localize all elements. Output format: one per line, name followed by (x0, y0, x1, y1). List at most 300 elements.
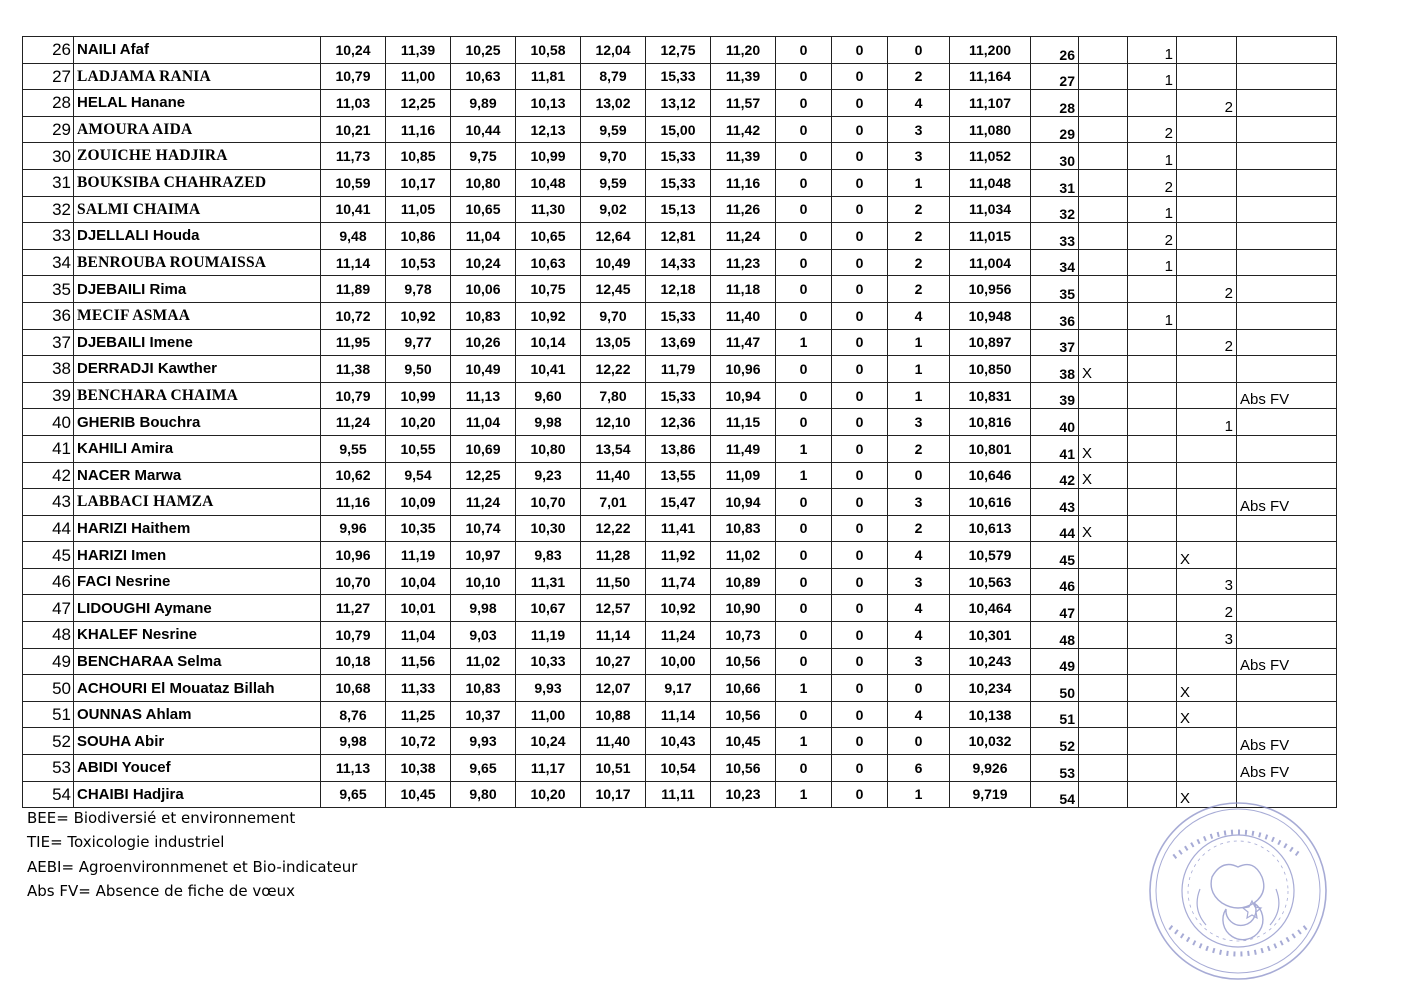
grade-cell-3: 9,93 (451, 728, 516, 755)
average-cell: 10,56 (711, 648, 776, 675)
count-cell-2: 0 (832, 329, 888, 356)
count-cell-1: 0 (776, 249, 832, 276)
grade-cell-4: 12,13 (516, 116, 581, 143)
grade-cell-6: 12,81 (646, 223, 711, 250)
grade-cell-2: 10,35 (386, 515, 451, 542)
grade-cell-3: 10,80 (451, 169, 516, 196)
name-cell: MECIF ASMAA (74, 302, 321, 329)
choice-bee-cell (1079, 143, 1128, 170)
count-cell-3: 3 (888, 648, 950, 675)
order-cell: 33 (1031, 223, 1079, 250)
choice-tie-cell: 1 (1128, 249, 1177, 276)
average-cell: 10,94 (711, 382, 776, 409)
choice-tie-cell (1128, 595, 1177, 622)
remark-cell (1237, 169, 1337, 196)
grade-cell-5: 13,05 (581, 329, 646, 356)
grade-cell-3: 10,25 (451, 37, 516, 64)
grade-cell-1: 8,76 (321, 701, 386, 728)
choice-bee-cell (1079, 116, 1128, 143)
count-cell-2: 0 (832, 196, 888, 223)
count-cell-2: 0 (832, 595, 888, 622)
legend-item-bee: BEE= Biodiversié et environnement (27, 809, 296, 827)
count-cell-1: 0 (776, 223, 832, 250)
average-cell: 11,20 (711, 37, 776, 64)
average-cell: 10,56 (711, 755, 776, 782)
grade-cell-2: 10,99 (386, 382, 451, 409)
grade-cell-1: 11,73 (321, 143, 386, 170)
grade-cell-6: 15,33 (646, 169, 711, 196)
order-cell: 34 (1031, 249, 1079, 276)
rank-cell: 44 (23, 515, 74, 542)
grade-cell-6: 12,18 (646, 276, 711, 303)
grade-cell-5: 12,22 (581, 515, 646, 542)
count-cell-3: 4 (888, 542, 950, 569)
name-cell: KHALEF Nesrine (74, 622, 321, 649)
grade-cell-4: 10,41 (516, 356, 581, 383)
choice-bee-cell (1079, 223, 1128, 250)
name-cell: GHERIB Bouchra (74, 409, 321, 436)
grade-cell-3: 10,74 (451, 515, 516, 542)
score-cell: 11,200 (950, 37, 1031, 64)
grade-cell-3: 9,80 (451, 781, 516, 808)
name-cell: LIDOUGHI Aymane (74, 595, 321, 622)
choice-aebi-cell: 1 (1177, 409, 1237, 436)
grade-cell-4: 11,31 (516, 568, 581, 595)
choice-aebi-cell: 2 (1177, 329, 1237, 356)
choice-aebi-cell (1177, 489, 1237, 516)
legend-item-aebi: AEBI= Agroenvironnmenet et Bio-indicateur (27, 857, 358, 876)
count-cell-2: 0 (832, 515, 888, 542)
choice-tie-cell: 1 (1128, 196, 1177, 223)
grade-cell-2: 9,77 (386, 329, 451, 356)
grade-cell-1: 9,96 (321, 515, 386, 542)
grade-cell-6: 10,43 (646, 728, 711, 755)
legend-item-abs-fv: Abs FV= Absence de fiche de vœux (27, 881, 296, 900)
count-cell-1: 0 (776, 568, 832, 595)
grade-cell-6: 10,54 (646, 755, 711, 782)
grade-cell-4: 11,00 (516, 701, 581, 728)
choice-aebi-cell: 2 (1177, 276, 1237, 303)
official-stamp (1134, 797, 1334, 987)
choice-tie-cell: 2 (1128, 169, 1177, 196)
grade-cell-4: 9,23 (516, 462, 581, 489)
table-row (23, 169, 1337, 196)
average-cell: 11,40 (711, 302, 776, 329)
remark-cell (1237, 223, 1337, 250)
count-cell-2: 0 (832, 755, 888, 782)
order-cell: 53 (1031, 755, 1079, 782)
choice-tie-cell (1128, 568, 1177, 595)
table-row (23, 116, 1337, 143)
grade-cell-1: 11,89 (321, 276, 386, 303)
count-cell-2: 0 (832, 435, 888, 462)
name-cell: DJEBAILI Imene (74, 329, 321, 356)
grade-cell-6: 9,17 (646, 675, 711, 702)
count-cell-2: 0 (832, 63, 888, 90)
grade-cell-5: 9,70 (581, 143, 646, 170)
rank-cell: 46 (23, 568, 74, 595)
rank-cell: 48 (23, 622, 74, 649)
score-cell: 10,234 (950, 675, 1031, 702)
score-cell: 11,048 (950, 169, 1031, 196)
count-cell-3: 2 (888, 515, 950, 542)
count-cell-2: 0 (832, 489, 888, 516)
grade-cell-3: 11,24 (451, 489, 516, 516)
average-cell: 11,15 (711, 409, 776, 436)
choice-aebi-cell (1177, 196, 1237, 223)
grade-cell-3: 10,44 (451, 116, 516, 143)
legend (27, 806, 357, 903)
choice-tie-cell (1128, 728, 1177, 755)
grade-cell-6: 15,00 (646, 116, 711, 143)
choice-bee-cell (1079, 37, 1128, 64)
grade-cell-3: 11,04 (451, 223, 516, 250)
grade-cell-6: 15,33 (646, 63, 711, 90)
count-cell-1: 0 (776, 63, 832, 90)
count-cell-2: 0 (832, 169, 888, 196)
grade-cell-4: 10,58 (516, 37, 581, 64)
table-row (23, 63, 1337, 90)
rank-cell: 51 (23, 701, 74, 728)
grade-cell-6: 14,33 (646, 249, 711, 276)
order-cell: 44 (1031, 515, 1079, 542)
rank-cell: 27 (23, 63, 74, 90)
remark-cell (1237, 675, 1337, 702)
grade-cell-5: 8,79 (581, 63, 646, 90)
grade-cell-1: 10,68 (321, 675, 386, 702)
table-row (23, 489, 1337, 516)
rank-cell: 41 (23, 435, 74, 462)
count-cell-3: 0 (888, 675, 950, 702)
rank-cell: 38 (23, 356, 74, 383)
count-cell-3: 2 (888, 435, 950, 462)
rank-cell: 30 (23, 143, 74, 170)
grade-cell-2: 11,33 (386, 675, 451, 702)
choice-aebi-cell: 3 (1177, 568, 1237, 595)
count-cell-1: 1 (776, 329, 832, 356)
choice-tie-cell: 2 (1128, 223, 1177, 250)
grade-cell-1: 10,41 (321, 196, 386, 223)
grade-cell-5: 13,54 (581, 435, 646, 462)
count-cell-3: 0 (888, 462, 950, 489)
remark-cell (1237, 568, 1337, 595)
grade-cell-2: 10,45 (386, 781, 451, 808)
choice-tie-cell (1128, 755, 1177, 782)
grade-cell-2: 11,39 (386, 37, 451, 64)
count-cell-1: 0 (776, 302, 832, 329)
grade-cell-5: 12,10 (581, 409, 646, 436)
choice-aebi-cell: X (1177, 701, 1237, 728)
rank-cell: 32 (23, 196, 74, 223)
choice-bee-cell (1079, 755, 1128, 782)
count-cell-3: 3 (888, 116, 950, 143)
order-cell: 39 (1031, 382, 1079, 409)
name-cell: SOUHA Abir (74, 728, 321, 755)
grade-cell-3: 9,03 (451, 622, 516, 649)
grade-cell-3: 10,26 (451, 329, 516, 356)
count-cell-1: 0 (776, 90, 832, 117)
grade-cell-6: 13,69 (646, 329, 711, 356)
remark-cell: Abs FV (1237, 755, 1337, 782)
remark-cell (1237, 90, 1337, 117)
choice-tie-cell: 1 (1128, 37, 1177, 64)
grade-cell-1: 10,70 (321, 568, 386, 595)
choice-tie-cell (1128, 622, 1177, 649)
score-cell: 10,243 (950, 648, 1031, 675)
table-row (23, 356, 1337, 383)
rank-cell: 35 (23, 276, 74, 303)
choice-bee-cell: X (1079, 515, 1128, 542)
order-cell: 36 (1031, 302, 1079, 329)
choice-bee-cell: X (1079, 462, 1128, 489)
grade-cell-3: 9,89 (451, 90, 516, 117)
count-cell-1: 0 (776, 755, 832, 782)
average-cell: 11,16 (711, 169, 776, 196)
grade-cell-1: 10,79 (321, 382, 386, 409)
choice-aebi-cell (1177, 648, 1237, 675)
grade-cell-1: 9,98 (321, 728, 386, 755)
count-cell-2: 0 (832, 90, 888, 117)
grade-cell-4: 10,99 (516, 143, 581, 170)
grade-cell-2: 9,54 (386, 462, 451, 489)
grade-cell-4: 11,17 (516, 755, 581, 782)
grade-cell-4: 10,14 (516, 329, 581, 356)
name-cell: BENCHARA CHAIMA (74, 382, 321, 409)
grade-cell-4: 9,83 (516, 542, 581, 569)
rank-cell: 40 (23, 409, 74, 436)
rank-cell: 34 (23, 249, 74, 276)
score-cell: 9,926 (950, 755, 1031, 782)
grade-cell-1: 11,24 (321, 409, 386, 436)
score-cell: 10,616 (950, 489, 1031, 516)
order-cell: 31 (1031, 169, 1079, 196)
name-cell: CHAIBI Hadjira (74, 781, 321, 808)
average-cell: 11,18 (711, 276, 776, 303)
grade-cell-2: 10,53 (386, 249, 451, 276)
count-cell-3: 2 (888, 249, 950, 276)
results-table (22, 36, 1337, 808)
name-cell: DERRADJI Kawther (74, 356, 321, 383)
grade-cell-6: 12,36 (646, 409, 711, 436)
choice-tie-cell (1128, 675, 1177, 702)
choice-aebi-cell (1177, 462, 1237, 489)
order-cell: 54 (1031, 781, 1079, 808)
grade-cell-4: 10,70 (516, 489, 581, 516)
order-cell: 37 (1031, 329, 1079, 356)
score-cell: 10,301 (950, 622, 1031, 649)
grade-cell-2: 10,86 (386, 223, 451, 250)
grade-cell-2: 10,17 (386, 169, 451, 196)
name-cell: DJEBAILI Rima (74, 276, 321, 303)
average-cell: 11,09 (711, 462, 776, 489)
grade-cell-6: 13,86 (646, 435, 711, 462)
choice-bee-cell (1079, 489, 1128, 516)
name-cell: LADJAMA RANIA (74, 63, 321, 90)
grade-cell-1: 10,96 (321, 542, 386, 569)
grade-cell-1: 11,16 (321, 489, 386, 516)
choice-bee-cell (1079, 409, 1128, 436)
grade-cell-2: 11,16 (386, 116, 451, 143)
remark-cell (1237, 329, 1337, 356)
grade-cell-5: 11,50 (581, 568, 646, 595)
average-cell: 11,49 (711, 435, 776, 462)
count-cell-2: 0 (832, 542, 888, 569)
average-cell: 11,39 (711, 63, 776, 90)
choice-bee-cell (1079, 90, 1128, 117)
grade-cell-4: 10,92 (516, 302, 581, 329)
rank-cell: 29 (23, 116, 74, 143)
choice-tie-cell (1128, 462, 1177, 489)
remark-cell (1237, 302, 1337, 329)
grade-cell-6: 11,24 (646, 622, 711, 649)
choice-tie-cell (1128, 329, 1177, 356)
count-cell-2: 0 (832, 116, 888, 143)
grade-cell-4: 9,98 (516, 409, 581, 436)
grade-cell-1: 11,14 (321, 249, 386, 276)
count-cell-3: 1 (888, 329, 950, 356)
choice-tie-cell (1128, 276, 1177, 303)
count-cell-2: 0 (832, 409, 888, 436)
remark-cell: Abs FV (1237, 489, 1337, 516)
order-cell: 47 (1031, 595, 1079, 622)
choice-tie-cell (1128, 356, 1177, 383)
count-cell-3: 2 (888, 63, 950, 90)
count-cell-1: 0 (776, 595, 832, 622)
choice-tie-cell: 1 (1128, 143, 1177, 170)
rank-cell: 42 (23, 462, 74, 489)
count-cell-2: 0 (832, 143, 888, 170)
grade-cell-4: 10,75 (516, 276, 581, 303)
name-cell: LABBACI HAMZA (74, 489, 321, 516)
score-cell: 11,164 (950, 63, 1031, 90)
count-cell-1: 0 (776, 356, 832, 383)
grade-cell-1: 10,21 (321, 116, 386, 143)
count-cell-2: 0 (832, 462, 888, 489)
count-cell-1: 0 (776, 515, 832, 542)
choice-bee-cell: X (1079, 435, 1128, 462)
choice-bee-cell: X (1079, 356, 1128, 383)
score-cell: 11,080 (950, 116, 1031, 143)
grade-cell-1: 11,95 (321, 329, 386, 356)
remark-cell (1237, 63, 1337, 90)
order-cell: 28 (1031, 90, 1079, 117)
grade-cell-3: 10,49 (451, 356, 516, 383)
order-cell: 43 (1031, 489, 1079, 516)
choice-bee-cell (1079, 302, 1128, 329)
order-cell: 41 (1031, 435, 1079, 462)
choice-tie-cell (1128, 90, 1177, 117)
count-cell-2: 0 (832, 249, 888, 276)
table-row (23, 37, 1337, 64)
choice-tie-cell (1128, 435, 1177, 462)
grade-cell-3: 10,65 (451, 196, 516, 223)
score-cell: 10,563 (950, 568, 1031, 595)
rank-cell: 37 (23, 329, 74, 356)
grade-cell-1: 10,62 (321, 462, 386, 489)
score-cell: 10,816 (950, 409, 1031, 436)
grade-cell-5: 7,01 (581, 489, 646, 516)
choice-aebi-cell (1177, 169, 1237, 196)
grade-cell-5: 12,64 (581, 223, 646, 250)
average-cell: 10,83 (711, 515, 776, 542)
choice-bee-cell (1079, 781, 1128, 808)
grade-cell-3: 10,06 (451, 276, 516, 303)
grade-cell-6: 11,74 (646, 568, 711, 595)
grade-cell-2: 11,25 (386, 701, 451, 728)
grade-cell-6: 13,55 (646, 462, 711, 489)
order-cell: 45 (1031, 542, 1079, 569)
score-cell: 11,052 (950, 143, 1031, 170)
grade-cell-6: 15,33 (646, 143, 711, 170)
choice-aebi-cell (1177, 755, 1237, 782)
choice-tie-cell (1128, 489, 1177, 516)
grade-cell-1: 10,79 (321, 622, 386, 649)
order-cell: 42 (1031, 462, 1079, 489)
grade-cell-3: 10,83 (451, 302, 516, 329)
remark-cell (1237, 143, 1337, 170)
choice-tie-cell (1128, 701, 1177, 728)
grade-cell-2: 11,00 (386, 63, 451, 90)
grade-cell-5: 12,45 (581, 276, 646, 303)
table-row (23, 276, 1337, 303)
choice-tie-cell (1128, 542, 1177, 569)
remark-cell: Abs FV (1237, 728, 1337, 755)
grade-cell-5: 9,70 (581, 302, 646, 329)
grade-cell-4: 10,33 (516, 648, 581, 675)
grade-cell-5: 13,02 (581, 90, 646, 117)
name-cell: ACHOURI El Mouataz Billah (74, 675, 321, 702)
grade-cell-6: 15,33 (646, 382, 711, 409)
rank-cell: 54 (23, 781, 74, 808)
rank-cell: 53 (23, 755, 74, 782)
table-row (23, 382, 1337, 409)
choice-aebi-cell: X (1177, 675, 1237, 702)
count-cell-2: 0 (832, 728, 888, 755)
name-cell: FACI Nesrine (74, 568, 321, 595)
choice-tie-cell: 1 (1128, 302, 1177, 329)
name-cell: HARIZI Imen (74, 542, 321, 569)
name-cell: BENROUBA ROUMAISSA (74, 249, 321, 276)
order-cell: 49 (1031, 648, 1079, 675)
count-cell-2: 0 (832, 37, 888, 64)
rank-cell: 50 (23, 675, 74, 702)
remark-cell (1237, 276, 1337, 303)
grade-cell-2: 10,20 (386, 409, 451, 436)
count-cell-1: 0 (776, 37, 832, 64)
count-cell-2: 0 (832, 622, 888, 649)
grade-cell-3: 10,63 (451, 63, 516, 90)
grade-cell-4: 10,24 (516, 728, 581, 755)
count-cell-1: 0 (776, 143, 832, 170)
score-cell: 11,004 (950, 249, 1031, 276)
name-cell: BENCHARAA Selma (74, 648, 321, 675)
choice-bee-cell (1079, 63, 1128, 90)
order-cell: 35 (1031, 276, 1079, 303)
choice-aebi-cell (1177, 63, 1237, 90)
count-cell-1: 1 (776, 728, 832, 755)
grade-cell-2: 10,04 (386, 568, 451, 595)
grade-cell-5: 12,22 (581, 356, 646, 383)
average-cell: 11,47 (711, 329, 776, 356)
count-cell-1: 1 (776, 462, 832, 489)
grade-cell-6: 11,11 (646, 781, 711, 808)
table-row (23, 196, 1337, 223)
table-row (23, 223, 1337, 250)
choice-tie-cell (1128, 515, 1177, 542)
grade-cell-6: 15,13 (646, 196, 711, 223)
table-row (23, 568, 1337, 595)
remark-cell: Abs FV (1237, 648, 1337, 675)
